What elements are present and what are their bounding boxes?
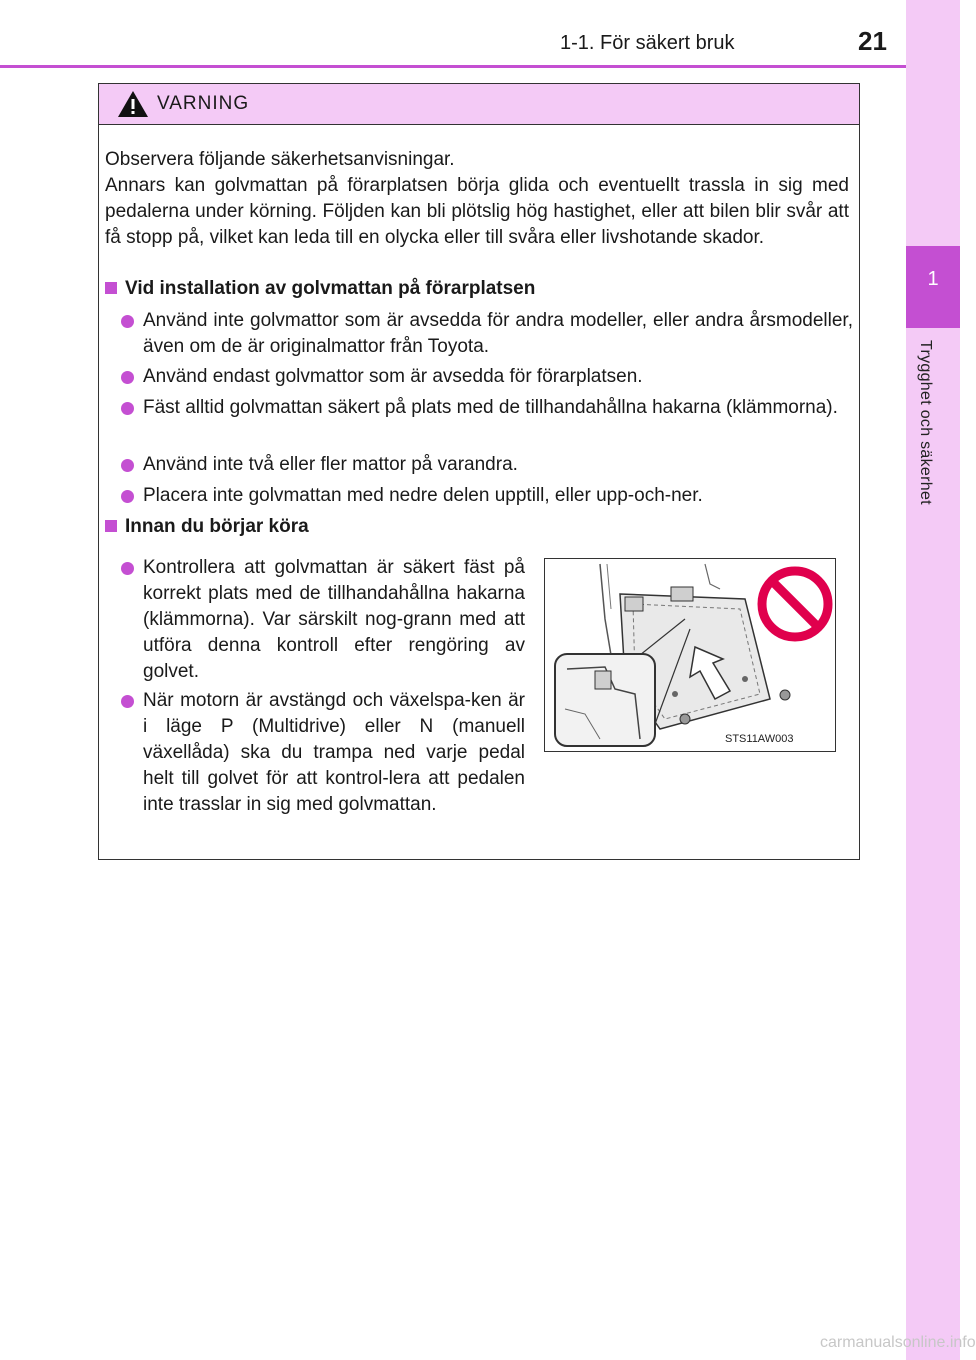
floor-mat-figure [544, 558, 836, 752]
chapter-number: 1 [927, 268, 939, 290]
list-item [121, 308, 853, 360]
bullet-dot-icon [121, 459, 134, 472]
list-item [121, 483, 853, 509]
chapter-title: Trygghet och säkerhet [917, 340, 934, 505]
bullet-dot-icon [121, 695, 134, 708]
bullet-dot-icon [121, 402, 134, 415]
section-title: 1-1. För säkert bruk [560, 32, 735, 54]
square-bullet-icon [105, 282, 117, 294]
square-bullet-icon [105, 520, 117, 532]
warning-triangle-icon [117, 90, 149, 118]
warning-label: VARNING [157, 93, 250, 114]
figure-code: STS11AW003 [725, 733, 794, 745]
list-item-text: Använd inte golvmattor som är avsedda för andra modeller, eller andra årsmodeller, även om de är originalmattor från Toyota. [143, 310, 853, 357]
warning-box [98, 83, 860, 860]
list-item [121, 452, 853, 478]
list-item-text: Placera inte golvmattan med nedre delen upptill, eller upp-och-ner. [143, 485, 703, 506]
section-heading-installation [105, 276, 535, 302]
list-item-text: Använd endast golvmattor som är avsedda för förarplatsen. [143, 366, 643, 387]
floor-mat-illustration [545, 559, 837, 753]
list-item [121, 555, 525, 685]
chapter-side-strip [906, 0, 960, 1360]
intro-line-2: Annars kan golvmattan på förarplatsen börja glida och eventuellt trassla in sig med pedalerna under körning. Följden kan bli plötslig hög hastighet, eller att bilen blir svår att få stopp på, vilket kan leda till en olycka eller till svåra eller livshotande skador. [105, 175, 849, 248]
list-item-text: När motorn är avstängd och växelspa-ken är i läge P (Multidrive) eller N (manuell växellåda) ska du trampa ned varje pedal helt till golvet för att kontrol-lera att pedalen inte trasslar in sig med golvmattan. [143, 690, 525, 815]
list-item [121, 688, 525, 818]
section-title-text: Innan du börjar köra [125, 516, 309, 537]
page-number: 21 [858, 26, 887, 56]
section-title-text: Vid installation av golvmattan på förarplatsen [125, 278, 536, 299]
bullet-dot-icon [121, 490, 134, 503]
bullet-dot-icon [121, 371, 134, 384]
header-rule [0, 65, 906, 68]
watermark: carmanualsonline.info [820, 1334, 976, 1351]
section-heading-before-driving [105, 514, 309, 540]
bullet-dot-icon [121, 562, 134, 575]
intro-line-1: Observera följande säkerhetsanvisningar. [105, 149, 455, 170]
list-item [121, 364, 853, 390]
list-item-text: Kontrollera att golvmattan är säkert fäst på korrekt plats med de tillhandahållna hakarna (klämmorna). Var särskilt nog-grann med att utföra denna kontroll efter rengöring av golvet. [143, 557, 525, 682]
warning-header [99, 84, 859, 125]
warning-intro [99, 147, 855, 251]
list-item [121, 395, 853, 421]
list-item-text: Fäst alltid golvmattan säkert på plats med de tillhandahållna hakarna (klämmorna). [143, 397, 838, 418]
bullet-dot-icon [121, 315, 134, 328]
list-item-text: Använd inte två eller fler mattor på varandra. [143, 454, 518, 475]
